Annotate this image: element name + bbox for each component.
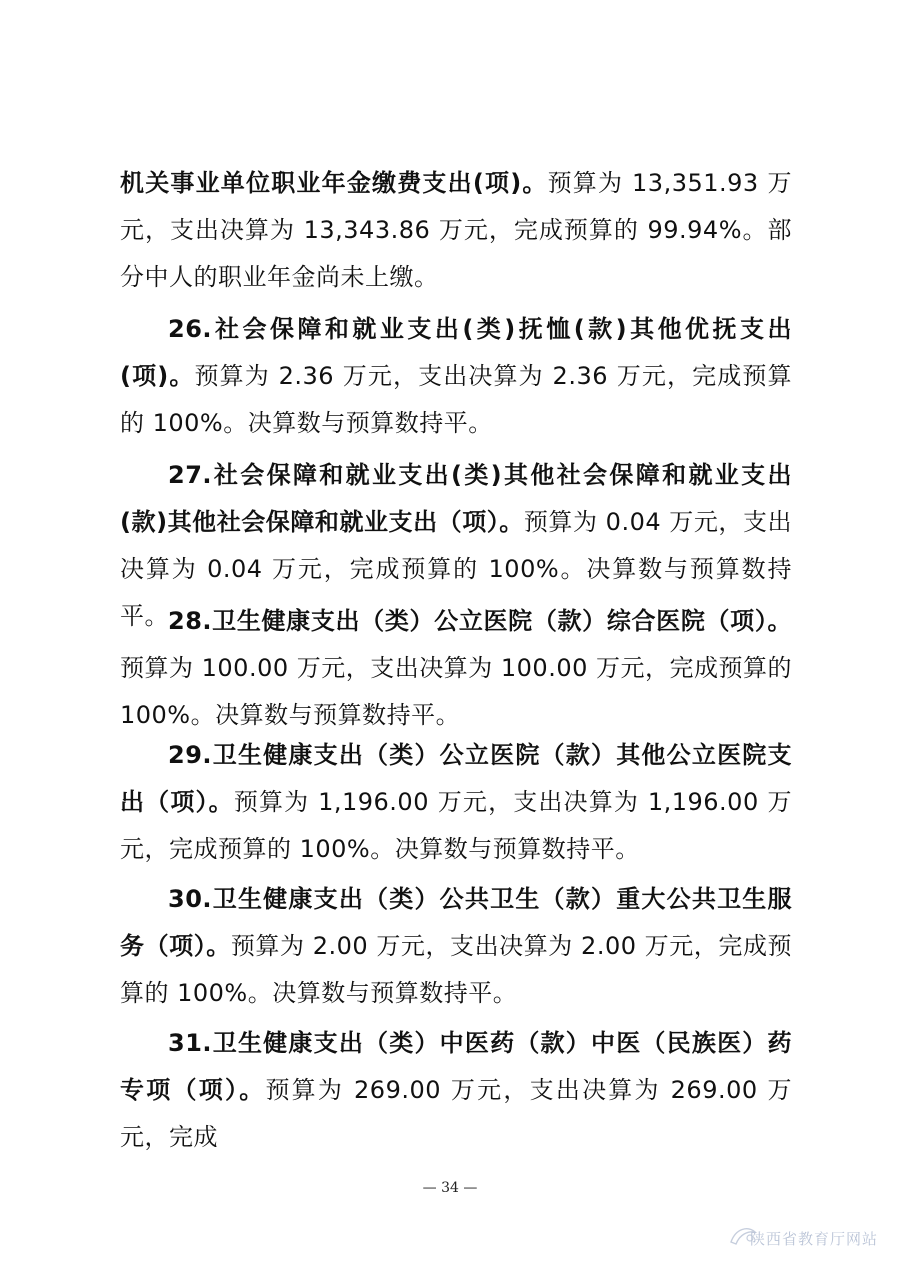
paragraph-item-28 [120,598,792,739]
paragraph-heading: 26.社会保障和就业支出(类)抚恤(款)其他优抚支出(项)。 [120,315,792,390]
paragraph-item-26 [120,306,792,447]
paragraph-heading: 29.卫生健康支出（类）公立医院（款）其他公立医院支出（项）。 [120,741,792,816]
page-number: — 34 — [422,1180,478,1196]
paragraph-heading: 30.卫生健康支出（类）公共卫生（款）重大公共卫生服务（项）。 [120,885,792,960]
paragraph-body: 预算为 100.00 万元，支出决算为 100.00 万元，完成预算的 100%。决算数与预算数持平。 [120,654,792,729]
paragraph-body: 预算为 269.00 万元，支出决算为 269.00 万元，完成 [120,1076,792,1151]
paragraph-heading: 27.社会保障和就业支出(类)其他社会保障和就业支出(款)其他社会保障和就业支出（项）。 [120,461,792,536]
paragraph-item-31 [120,1020,792,1161]
paragraph-heading: 28.卫生健康支出（类）公立医院（款）综合医院（项）。 [168,607,792,635]
paragraph-item-29 [120,732,792,873]
paragraph-body: 预算为 2.00 万元，支出决算为 2.00 万元，完成预算的 100%。决算数与预算数持平。 [120,932,793,1007]
paragraph-occupational-annuity [120,160,792,301]
paragraph-body: 预算为 2.36 万元，支出决算为 2.36 万元，完成预算的 100%。决算数与预算数持平。 [120,362,793,437]
paragraph-heading: 31.卫生健康支出（类）中医药（款）中医（民族医）药专项（项）。 [120,1029,792,1104]
paragraph-item-30 [120,876,792,1017]
paragraph-body: 预算为 1,196.00 万元，支出决算为 1,196.00 万元，完成预算的 100%。决算数与预算数持平。 [120,788,793,863]
paragraph-body: 预算为 0.04 万元，支出决算为 0.04 万元，完成预算的 100%。决算数与预算数持平。 [120,508,792,630]
watermark-text: 陕西省教育厅网站 [749,1230,878,1248]
paragraph-heading: 机关事业单位职业年金缴费支出(项)。 [120,169,548,197]
paragraph-body: 预算为 13,351.93 万元，支出决算为 13,343.86 万元，完成预算的 99.94%。部分中人的职业年金尚未上缴。 [120,169,793,291]
